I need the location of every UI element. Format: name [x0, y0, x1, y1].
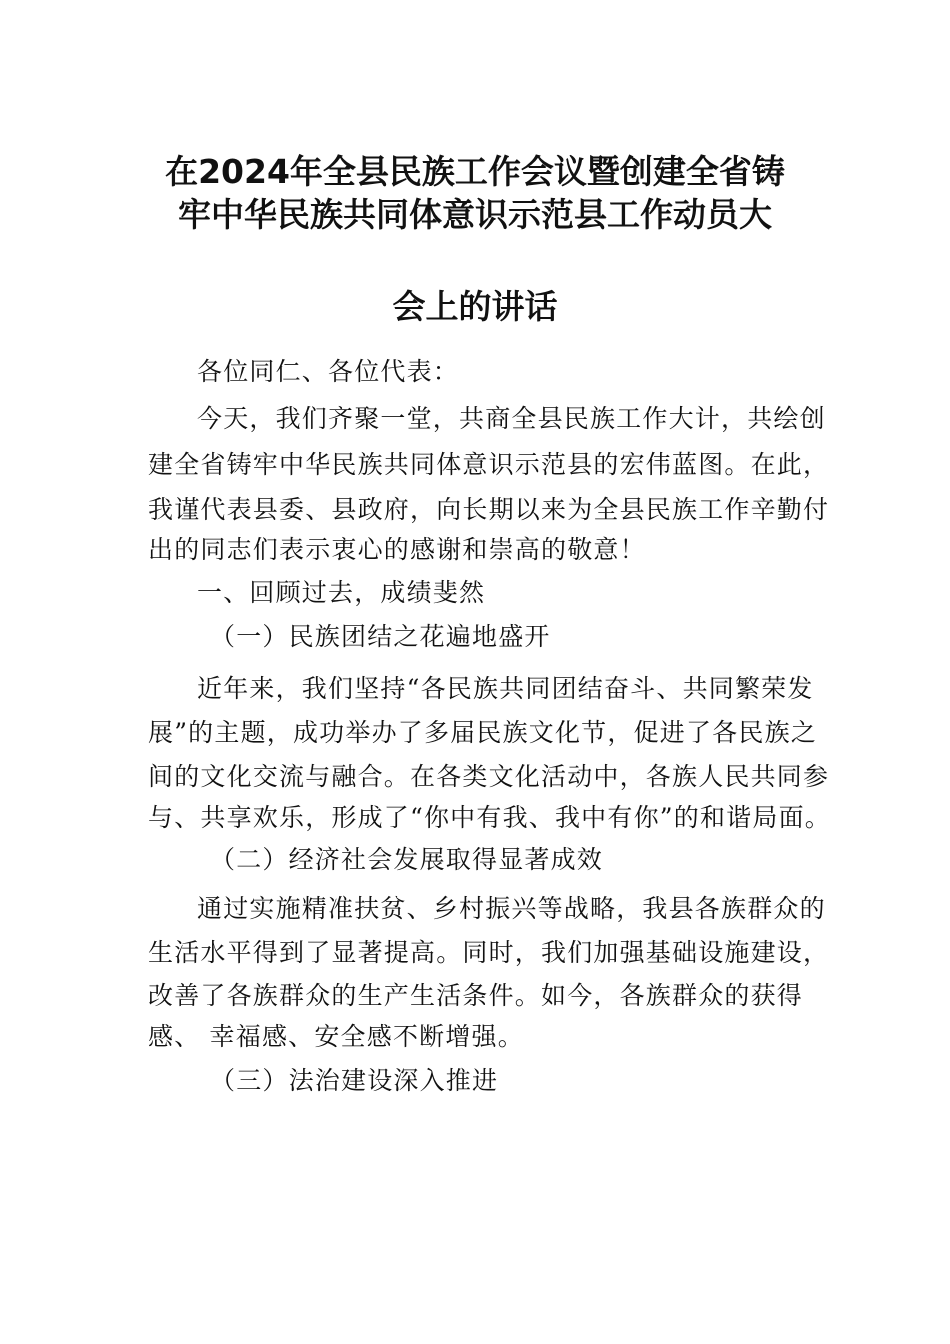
- paragraph-line: 生活水平得到了显著提高。同时，我们加强基础设施建设，: [148, 938, 830, 967]
- intro-paragraph-line: 今天，我们齐聚一堂，共商全县民族工作大计，共绘创: [197, 404, 826, 433]
- paragraph-line: 与、共享欢乐，形成了“你中有我、我中有你”的和谐局面。: [148, 803, 831, 832]
- paragraph-line: 近年来，我们坚持“各民族共同团结奋斗、共同繁荣发: [197, 674, 814, 703]
- intro-paragraph-line: 我谨代表县委、县政府，向长期以来为全县民族工作辛勤付: [148, 495, 830, 524]
- document-title-line-2: 牢中华民族共同体意识示范县工作动员大: [178, 195, 772, 234]
- section-heading: 一、回顾过去，成绩斐然: [197, 578, 486, 607]
- salutation: 各位同仁、各位代表：: [197, 357, 460, 386]
- paragraph-line: 展”的主题，成功举办了多届民族文化节，促进了各民族之: [148, 718, 817, 747]
- paragraph-line: 通过实施精准扶贫、乡村振兴等战略，我县各族群众的: [197, 894, 826, 923]
- subsection-heading: （一）民族团结之花遍地盛开: [210, 622, 551, 651]
- document-title-line-3: 会上的讲话: [392, 287, 558, 326]
- paragraph-line: 间的文化交流与融合。在各类文化活动中，各族人民共同参: [148, 762, 830, 791]
- document-title-line-1: 在2024年全县民族工作会议暨创建全省铸: [165, 152, 785, 191]
- paragraph-line: 改善了各族群众的生产生活条件。如今，各族群众的获得: [148, 981, 804, 1010]
- intro-paragraph-line: 建全省铸牢中华民族共同体意识示范县的宏伟蓝图。在此，: [148, 450, 830, 479]
- subsection-heading: （三）法治建设深入推进: [210, 1066, 499, 1095]
- subsection-heading: （二）经济社会发展取得显著成效: [210, 845, 604, 874]
- intro-paragraph-line: 出的同志们表示衷心的感谢和崇高的敬意！: [148, 535, 646, 564]
- paragraph-line: 感、 幸福感、安全感不断增强。: [148, 1022, 524, 1051]
